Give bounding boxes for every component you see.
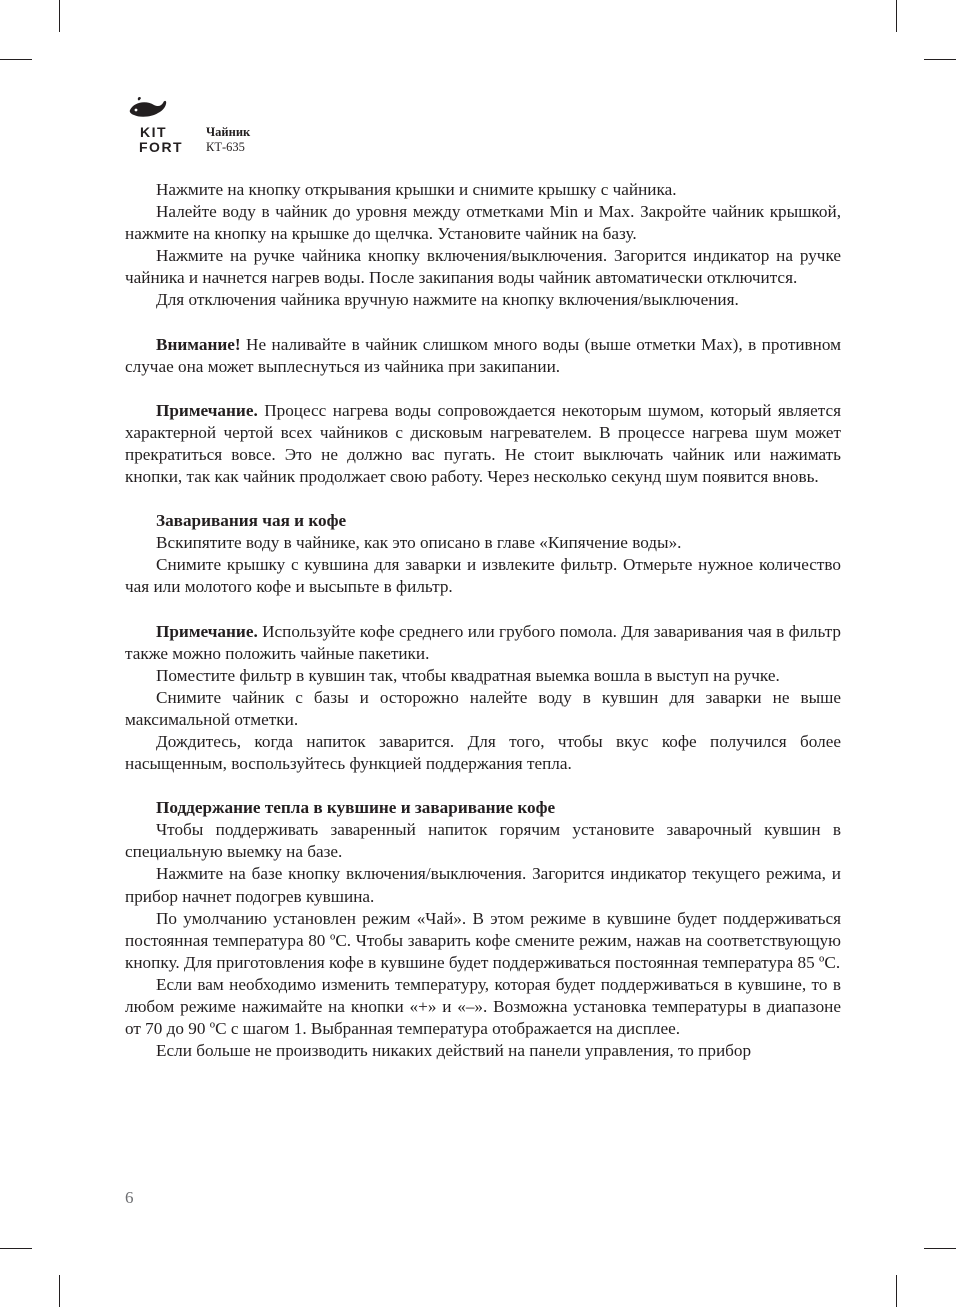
paragraph: Чтобы поддерживать заваренный напиток горячим установите заварочный кувшин в специальную выемку на базе. [125, 820, 841, 862]
crop-mark [924, 59, 956, 60]
paragraph: Нажмите на ручке чайника кнопку включения/выключения. Загорится индикатор на ручке чайника и начнется нагрев воды. После закипания воды чайник автоматически отключится. [125, 246, 841, 288]
warning-text: Не наливайте в чайник слишком много воды (выше отметки Max), в противном случае она может выплеснуться из чайника при закипании. [125, 334, 841, 376]
paragraph: Снимите крышку с кувшина для заварки и извлеките фильтр. Отмерьте нужное количество чая или молотого кофе и высыпьте в фильтр. [125, 555, 841, 597]
note-label: Примечание. [156, 400, 258, 420]
paragraph: Снимите чайник с базы и осторожно налейте воду в кувшин для заварки не выше максимальной отметки. [125, 687, 841, 729]
crop-mark [59, 1275, 60, 1307]
whale-icon [128, 96, 168, 122]
product-model: КТ-635 [206, 140, 245, 154]
paragraph: Налейте воду в чайник до уровня между отметками Min и Max. Закройте чайник крышкой, нажмите на кнопку на крышке до щелчка. Установите чайник на базу. [125, 202, 841, 244]
section-heading: Поддержание тепла в кувшине и заваривание кофе [156, 798, 556, 818]
crop-mark [0, 1248, 32, 1249]
page-header [122, 96, 422, 160]
note-paragraph [125, 400, 841, 488]
crop-mark [896, 0, 897, 32]
crop-mark [896, 1275, 897, 1307]
paragraph: Поместите фильтр в кувшин так, чтобы квадратная выемка вошла в выступ на ручке. [156, 665, 780, 685]
paragraph: Нажмите на кнопку открывания крышки и снимите крышку с чайника. [156, 180, 677, 199]
crop-mark [924, 1248, 956, 1249]
warning-label: Внимание! [156, 334, 241, 354]
paragraph: Если вам необходимо изменить температуру, которая будет поддерживаться в кувшине, то в любом режиме нажимайте на кнопки «+» и «–». Возможна установка температуры в диапазоне от 70 до 90 ºС с шагом 1. Выбранная температура отображается на дисплее. [125, 974, 841, 1039]
note-label: Примечание. [156, 621, 258, 641]
note-text: Процесс нагрева воды сопровождается некоторым шумом, который является характерной чертой всех чайников с дисковым нагревателем. В процессе нагрева шум может прекратиться вовсе. Это не должно вас пугать. Не стоит выключать чайник или нажимать кнопки, так как чайник продолжает свою работу. Через несколько секунд шум появится вновь. [125, 400, 841, 487]
paragraph: Если больше не производить никаких действий на панели управления, то прибор [156, 1041, 752, 1061]
note-text: Используйте кофе среднего или грубого помола. Для заваривания чая в фильтр также можно положить чайные пакетики. [125, 621, 841, 663]
page-number: 6 [125, 1188, 134, 1207]
paragraph: Дождитесь, когда напиток заварится. Для того, чтобы вкус кофе получился более насыщенным, воспользуйтесь функцией поддержания тепла. [125, 731, 841, 774]
paragraph: Для отключения чайника вручную нажмите на кнопку включения/выключения. [156, 290, 739, 310]
kitfort-logo [122, 96, 192, 158]
paragraph: По умолчанию установлен режим «Чай». В этом режиме в кувшине будет поддерживаться постоянная температура 80 ºС. Чтобы заварить кофе смените режим, нажав на соответствующую кнопку. Для приготовления кофе в кувшине будет поддерживаться постоянная температура 85 ºС. [125, 908, 841, 972]
crop-mark [59, 0, 60, 32]
product-info [206, 125, 250, 155]
note-paragraph [125, 621, 841, 665]
section-heading: Заваривания чая и кофе [156, 511, 347, 531]
warning-paragraph [125, 334, 841, 378]
brand-line-1: KIT [140, 124, 168, 140]
page-body [125, 179, 841, 1062]
crop-mark [0, 59, 32, 60]
paragraph: Нажмите на базе кнопку включения/выключения. Загорится индикатор текущего режима, и прибор начнет подогрев кувшина. [125, 864, 841, 906]
product-title: Чайник [206, 125, 251, 139]
paragraph: Вскипятите воду в чайнике, как это описано в главе «Кипячение воды». [156, 533, 682, 553]
brand-line-2: FORT [139, 139, 184, 155]
